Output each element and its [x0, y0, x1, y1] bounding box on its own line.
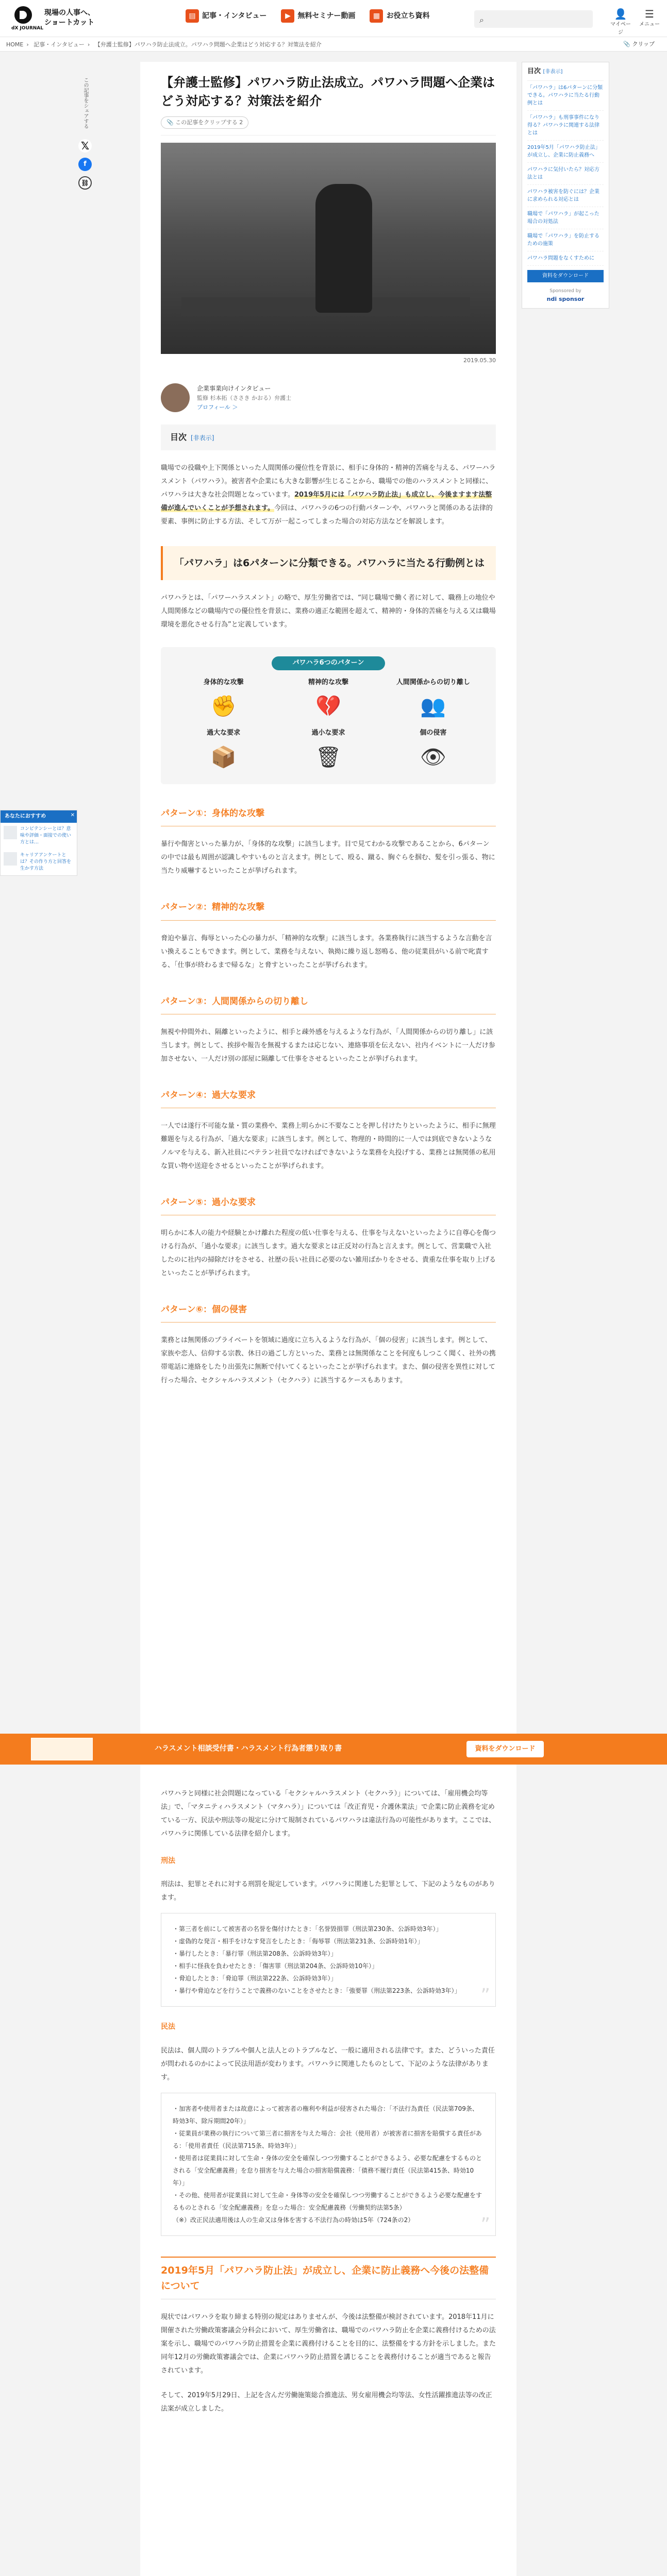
- law-list-item: ・第三者を前にして被害者の名誉を傷付けたとき：「名誉毀損罪（刑法第230条、公訴時効3年）」: [173, 1925, 442, 1933]
- facebook-share-icon[interactable]: f: [78, 158, 92, 171]
- sidebar-toc: [522, 62, 609, 309]
- breadcrumb-sep: ›: [26, 41, 29, 48]
- civil-law-heading: 民法: [161, 2023, 175, 2031]
- article-clip-label: この記事をクリップする: [175, 119, 238, 126]
- pattern-cell: [276, 677, 380, 721]
- law-section-heading: 2019年5月「パワハラ防止法」が成立し、企業に防止義務へ今後の法整備について: [161, 2257, 496, 2299]
- sidebar-item[interactable]: パワハラに気付いたら？対応方法とは: [527, 163, 604, 185]
- law-list-item: ・脅迫したとき：「脅迫罪（刑法第222条、公訴時効3年）」: [173, 1975, 337, 1982]
- recommend-title: あなたにおすすめ: [1, 810, 77, 823]
- civil-law-quote: [161, 2093, 496, 2236]
- download-banner-text: ハラスメント相談受付書・ハラスメント行為者懲り取り書: [155, 1744, 342, 1753]
- pattern-heading: パターン⑤：過小な要求: [161, 1196, 496, 1215]
- share-label: この記事をシェアする: [82, 77, 88, 129]
- intro-paragraph: [161, 462, 496, 529]
- criminal-law-paragraph: 刑法は、犯罪とそれに対する刑罰を規定しています。パワハラに関連した犯罪として、下記のようなものがあります。: [161, 1880, 495, 1902]
- mypage-label: マイページ: [610, 22, 631, 36]
- download-banner: [0, 1734, 667, 1765]
- pattern-heading: パターン⑥：個の侵害: [161, 1303, 496, 1323]
- sidebar-title-text: 目次: [527, 67, 541, 75]
- isolation-icon: 👥: [420, 694, 446, 719]
- pattern-label: 身体的な攻撃: [203, 678, 244, 686]
- document-icon: ▦: [370, 9, 383, 23]
- pattern-cell: [381, 677, 486, 721]
- article-date: 2019.05.30: [463, 357, 496, 364]
- pattern-heading: パターン④：過大な要求: [161, 1089, 496, 1108]
- pattern-label: 精神的な攻撃: [308, 678, 348, 686]
- broken-heart-icon: 💔: [315, 694, 341, 719]
- mypage-button[interactable]: [608, 7, 633, 37]
- civil-law-paragraph: 民法は、個人間のトラブルや個人と法人とのトラブルなど、一般に適用される法律です。また、どういった責任が問われるのかによって民法用語が変わります。パワハラに関連したものとして、下記のような法律があります。: [161, 2046, 495, 2081]
- sidebar-item[interactable]: パワハラ問題をなくすために: [527, 251, 604, 266]
- author-avatar: [161, 383, 190, 412]
- pattern-paragraph: 明らかに本人の能力や経験とかけ離れた程度の低い仕事を与える、仕事を与えないといったように自尊心を傷つける行為が、「過小な要求」に該当します。過大な要求とは正反対の行為と言えます。例として、営業職で入社したのに社内の掃除だけをさせる、社歴の長い社員に必要のない雑用ばかりをさせる、貴重な仕事を取り上げるといったことが挙げられます。: [161, 1229, 496, 1278]
- hero-image: [161, 143, 496, 354]
- pattern-label: 過小な要求: [311, 729, 345, 737]
- law-list-item: （※）改正民法適用後は人の生命又は身体を害する不法行為の時効は5年（724条の2）: [173, 2216, 414, 2224]
- pattern-paragraph: 業務とは無関係のプライベートを領域に過度に立ち入るような行為が、「個の侵害」に該当します。例として、家族や恋人、信仰する宗教、休日の過ごし方といった、業務とは無関係なことを何度もしつこく聞く、社外の携帯電話に連絡をしたり出張先に無断で付いてくるといったことが挙げられます。また、個の侵害を異性に対して行った場合、セクシャルハラスメント（セクハラ）に該当するケースもあります。: [161, 1336, 496, 1385]
- breadcrumb-current: 【弁護士監修】パワハラ防止法成立。パワハラ問題へ企業はどう対応する？対策法を紹介: [94, 41, 322, 48]
- law-list-item: ・暴行したとき：「暴行罪（刑法第208条、公訴時効3年）」: [173, 1950, 337, 1958]
- menu-button[interactable]: [637, 7, 662, 29]
- author-profile-link[interactable]: プロフィール ＞: [197, 403, 238, 411]
- logo-text: dX JOURNAL: [11, 26, 43, 31]
- breadcrumb-sep: ›: [87, 41, 90, 48]
- author-name: 監修 杉本拓（ささき かおる）弁護士: [197, 395, 291, 402]
- article-meta: [161, 116, 496, 135]
- author-block: [161, 383, 496, 412]
- nav-label: 記事・インタビュー: [202, 11, 267, 20]
- breadcrumb-articles[interactable]: 記事・インタビュー: [34, 41, 85, 48]
- article-continued: [140, 1765, 516, 2576]
- law-list-item: ・使用者は従業員に対して生命・身体の安全を確保しつつ労働することができるよう、必要な配慮をするものとされる「安全配慮義務」を怠り損害を与えた場合の損害賠償義務：「債務不履行責任（民法第415条、時効10年）」: [173, 2154, 482, 2187]
- logo-mark-icon: [14, 6, 32, 24]
- article-clip-button[interactable]: 📎 この記事をクリップする 2: [161, 116, 248, 129]
- download-button[interactable]: 資料をダウンロード: [466, 1741, 544, 1757]
- quote-mark-icon: ”: [480, 1985, 490, 2007]
- recommend-thumbnail: [4, 826, 17, 839]
- pattern-paragraph: 一人では遂行不可能な量・質の業務や、業務上明らかに不要なことを押し付けたりといったように、相手に無理難題を与える行為が、「過大な要求」に該当します。例として、物理的・時間的に一人では到底できないようなノルマを与える、新入社員にベテラン社員でなければできないような業務を丸投げする、業務とは無関係の私用な買い物や送迎をさせるといったことが挙げられます。: [161, 1122, 496, 1170]
- toc-label: 目次: [170, 432, 187, 443]
- clip-button[interactable]: 📎 クリップ: [623, 41, 655, 47]
- pattern-figure: [161, 647, 496, 784]
- small-task-icon: 🗑: [315, 745, 342, 770]
- sidebar-ad-label: Sponsored by: [549, 288, 581, 294]
- article-icon: ▤: [186, 9, 199, 23]
- breadcrumb-home[interactable]: HOME: [6, 41, 24, 48]
- clip-count: 2: [239, 119, 243, 126]
- breadcrumb: [0, 37, 667, 52]
- criminal-law-heading: 刑法: [161, 1857, 175, 1865]
- sidebar-download-button[interactable]: 資料をダウンロード: [527, 270, 604, 282]
- video-icon: ▶: [281, 9, 294, 23]
- pattern-paragraph: 無視や仲間外れ、隔離といったように、相手と疎外感を与えるような行為が、「人間関係からの切り離し」に該当します。例として、挨拶や報告を無視するまたは応じない、連絡事項を伝えない、社内イベントに一人だけ参加させない、一人だけ別の部屋に隔離して仕事をさせるといったことが挙げられます。: [161, 1028, 495, 1063]
- close-icon[interactable]: ✕: [70, 812, 75, 818]
- quote-mark-icon: ”: [480, 2214, 490, 2235]
- privacy-icon: 👁: [420, 745, 446, 770]
- law-paragraph-2: そして、2019年5月29日、上記を含んだ労働施策総合推進法、男女雇用機会均等法、女性活躍推進法等の改正法案が成立しました。: [161, 2391, 492, 2413]
- user-icon: 👤: [614, 8, 627, 20]
- intro-text: 職場での役職や上下関係といった人間関係の優位性を背景に、相手に身体的・精神的苦痛を与える、パワーハラスメント（パワハラ）。被害者や企業にも大きな影響が生じることから、職場での他のハラスメントと同様に、パワハラは大きな社会問題となっています。: [161, 464, 496, 499]
- article-title: 【弁護士監修】パワハラ防止法成立。パワハラ問題へ企業はどう対応する？対策法を紹介: [161, 75, 495, 108]
- nav-documents[interactable]: [370, 9, 429, 23]
- pattern-label: 人間関係からの切り離し: [396, 678, 470, 686]
- toc-toggle[interactable]: [非表示]: [191, 434, 214, 442]
- sidebar-items: [527, 81, 604, 266]
- recommend-item[interactable]: [1, 823, 77, 849]
- sidebar-item[interactable]: 「パワハラ」も刑事事件になり得る？パワハラに関連する法律とは: [527, 111, 604, 141]
- punch-icon: ✊: [210, 694, 237, 719]
- pattern-cell: [381, 728, 486, 772]
- heavy-load-icon: 📦: [210, 745, 237, 770]
- law-list-item: ・虚偽的な発言・相手をけなす発言をしたとき：「侮辱罪（刑法第231条、公訴時効1年）」: [173, 1938, 424, 1945]
- definition-paragraph: パワハラとは、「パワーハラスメント」の略で、厚生労働省では、“同じ職場で働く者に対して、職務上の地位や人間関係などの職場内での優位性を背景に、業務の適正な範囲を超えて、精神的・身体的苦痛を与える又は職場環境を悪化させる行為”と定義しています。: [161, 594, 496, 629]
- pattern-paragraph: 脅迫や暴言、侮辱といった心の暴力が、「精神的な攻撃」に該当します。各業務執行に該当するような言動を言い換えることもできます。例として、業務を与えない、執拗に繰り返し怒鳴る、他の従業員がいる前で叱責する、「仕事が終わるまで帰るな」と脅すといったことが挙げられます。: [161, 934, 492, 969]
- recommend-item[interactable]: [1, 849, 77, 875]
- author-org: 企業事業向けインタビュー: [197, 385, 271, 392]
- sidebar-item[interactable]: 職場で「パワハラ」を防止するための施策: [527, 229, 604, 251]
- pattern-cell: [171, 728, 276, 772]
- section-callout: 「パワハラ」は6パターンに分類できる。パワハラに当たる行動例とは: [161, 546, 496, 580]
- pattern-heading: パターン③：人間関係からの切り離し: [161, 995, 496, 1014]
- pattern-label: 個の侵害: [420, 729, 447, 737]
- nav-articles[interactable]: [186, 9, 266, 23]
- global-nav: [186, 9, 429, 23]
- sidebar-item[interactable]: 職場で「パワハラ」が起こった場合の対処法: [527, 207, 604, 229]
- pattern-grid: [171, 677, 486, 772]
- search-box: [474, 10, 593, 28]
- nav-label: お役立ち資料: [386, 11, 430, 20]
- law-list-item: ・その他、使用者が従業員に対して生命・身体等の安全を確保しつつ労働することができるよう必要な配慮をするものとされる「安全配慮義務」を怠った場合：安全配慮義務（労働契約法第5条）: [173, 2191, 482, 2211]
- sexhara-paragraph: パワハラと同様に社会問題になっている「セクシャルハラスメント（セクハラ）」については、「雇用機会均等法」で、「マタニティハラスメント（マタハラ）」については「改正育児・介護休業法」で企業に防止義務を定めている一方、民法や刑法等の規定に分けて規制されているパワハラは違法行為の可能性があります。ここでは、パワハラに関係している法律を紹介します。: [161, 1790, 495, 1838]
- pattern-label: 過大な要求: [207, 729, 241, 737]
- sidebar-toggle[interactable]: [非表示]: [543, 69, 563, 75]
- share-rail: [77, 77, 93, 190]
- menu-label: メニュー: [639, 22, 660, 27]
- hero-person: [315, 184, 372, 313]
- law-list-item: ・従業員が業務の執行について第三者に損害を与えた場合：会社（使用者）が被害者に損害を賠償する責任がある：「使用者責任（民法第715条、時効3年）」: [173, 2129, 482, 2149]
- intro-highlight: 2019年5月には「パワハラ防止法」も成立し、今後ますます法整備が進んでいくことが予想されます。: [161, 490, 492, 512]
- pattern-cell: [276, 728, 380, 772]
- pattern-heading: パターン②：精神的な攻撃: [161, 901, 496, 920]
- law-list-item: ・相手に怪我を負わせたとき：「傷害罪（刑法第204条、公訴時効10年）」: [173, 1962, 378, 1970]
- recommend-item-label: キャリアアンケートとは？その作り方と回答を生かす方法: [20, 853, 72, 871]
- sidebar-item[interactable]: 2019年5月「パワハラ防止法」が成立し、企業に防止義務へ: [527, 141, 604, 163]
- site-header: [0, 0, 667, 37]
- recommend-thumbnail: [4, 852, 17, 866]
- link-share-icon[interactable]: ⛓: [78, 176, 92, 190]
- pattern-sections: [161, 807, 496, 1387]
- law-list-item: ・暴行や脅迫などを行うことで義務のないことをさせたとき：「強要罪（刑法第223条、公訴時効3年）」: [173, 1987, 461, 1995]
- intro-tail: 今回は、パワハラの6つの行動パターンや、パワハラと関係のある法律的要素、事例に防止する方法、そして万が一起こってしまった場合の対応方法などを解説します。: [161, 504, 493, 526]
- search-input[interactable]: [492, 13, 588, 25]
- sidebar-item[interactable]: パワハラ被害を防ぐには？企業に求められる対応とは: [527, 185, 604, 207]
- download-thumbnail: [31, 1738, 93, 1760]
- search-icon[interactable]: ⌕: [479, 15, 484, 25]
- table-of-contents: [161, 425, 496, 450]
- pattern-heading: パターン①：身体的な攻撃: [161, 807, 496, 826]
- x-share-icon[interactable]: 𝕏: [78, 139, 92, 152]
- pattern-figure-title: パワハラ6つのパターン: [272, 656, 385, 670]
- law-paragraph: 現状ではパワハラを取り締まる特別の規定はありませんが、今後は法整備が検討されています。2018年11月に開催された労働政策審議会分科会において、厚生労働省は、職場でのパワハラ防止を企業に義務付けるための法案を示し、職場でのパワハラ防止措置を企業に義務付けることを目的に、法整備をする方針を示しました。また同年12月の労働政策審議会では、企業にパワハラ防止措置を講じることを義務付けることが適当であると報告されています。: [161, 2313, 496, 2375]
- site-logo[interactable]: [11, 5, 44, 34]
- pattern-paragraph: 暴行や傷害といった暴力が、「身体的な攻撃」に該当します。目で見てわかる攻撃であることから、6パターンの中では最も周囲が認識しやすいものと言えます。例として、殴る、蹴る、胸ぐらを掴む、髪を引っ張る、物に当たり威嚇するといったことが挙げられます。: [161, 840, 495, 875]
- sidebar-item[interactable]: 「パワハラ」は6パターンに分類できる。パワハラに当たる行動例とは: [527, 81, 604, 111]
- site-tagline: 現場の人事へ、 ショートカット: [44, 9, 95, 27]
- recommend-panel: [0, 810, 77, 876]
- clip-label: クリップ: [632, 41, 655, 47]
- nav-seminar-videos[interactable]: [281, 9, 355, 23]
- nav-label: 無料セミナー動画: [297, 11, 356, 20]
- hamburger-icon: ☰: [645, 8, 654, 20]
- law-list-item: ・加害者や使用者または故意によって被害者の権利や利益が侵害された場合：「不法行為責任（民法第709条、時効3年、除斥期間20年）」: [173, 2105, 478, 2125]
- sidebar-ad-brand[interactable]: ndi sponsor: [546, 296, 585, 303]
- recommend-item-label: コンピテンシーとは？意味や評価・面接での使い方とは…: [20, 826, 72, 845]
- criminal-law-quote: [161, 1913, 496, 2007]
- pattern-cell: [171, 677, 276, 721]
- sidebar-title: [527, 66, 604, 81]
